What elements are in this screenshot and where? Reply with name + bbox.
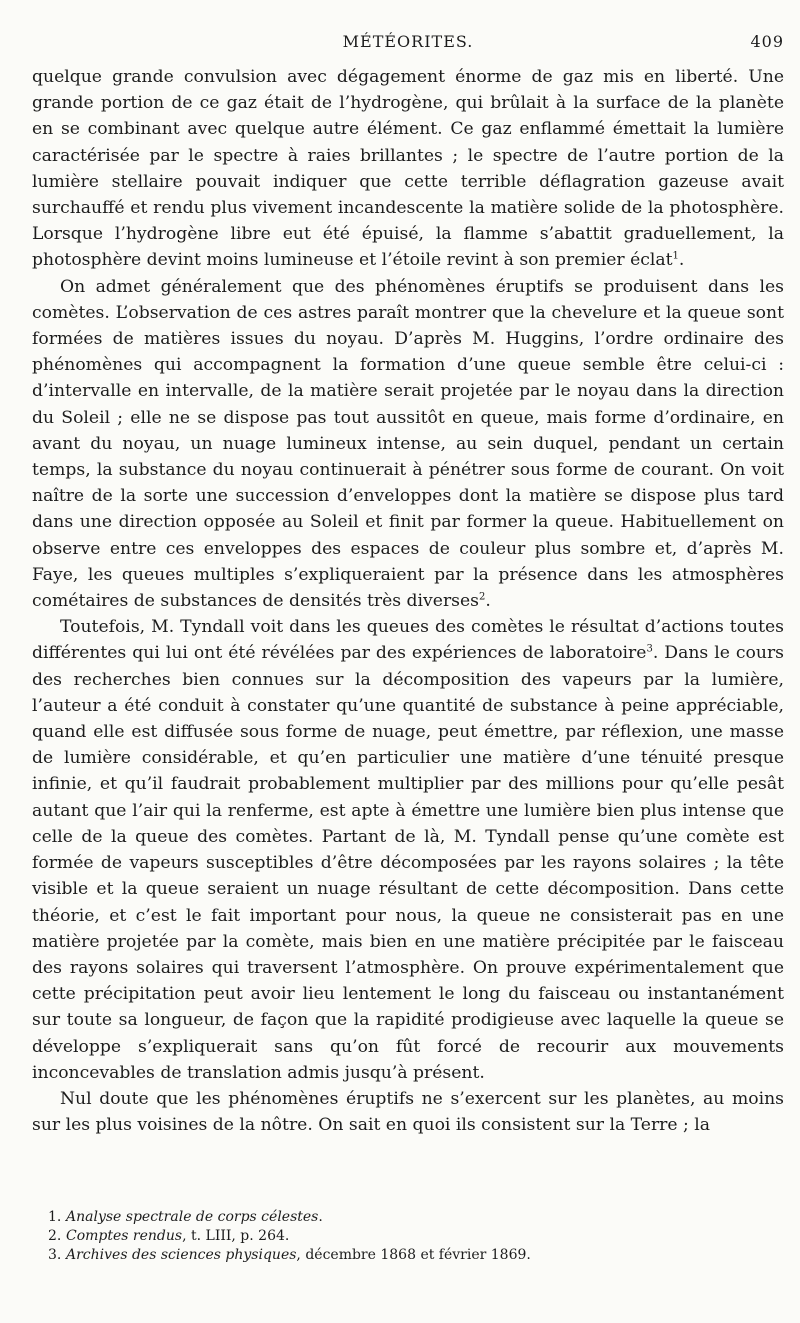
paragraph-2 xyxy=(32,274,784,615)
footnote-number: 1. xyxy=(48,1209,62,1225)
body-text xyxy=(32,64,784,1138)
footnotes xyxy=(48,1208,531,1265)
page xyxy=(32,28,784,1138)
footnote-rest: , décembre 1868 et février 1869. xyxy=(296,1247,531,1263)
paragraph-text: quelque grande convulsion avec dégagement énorme de gaz mis en liberté. Une grande portion de ce gaz était de l’hydrogène, qui brûlait à la surface de la planète en se combinant avec quelque autre élément. Ce gaz enflammé émettait la lumière caractérisée par le spectre à raies brillantes ; le spectre de l’autre portion de la lumière stellaire pouvait indiquer que cette terrible déflagration gazeuse avait surchauffé et rendu plus vivement incandescente la matière solide de la photosphère. Lorsque l’hydrogène libre eut été épuisé, la flamme s’abattit graduellement, la photosphère devint moins lumineuse et l’étoile revint à son premier éclat xyxy=(32,67,784,271)
paragraph-end: . xyxy=(678,250,685,271)
footnote-1 xyxy=(48,1208,531,1227)
footnote-2 xyxy=(48,1227,531,1246)
footnote-ref-3: 3 xyxy=(646,643,653,655)
footnote-number: 3. xyxy=(48,1247,62,1263)
paragraph-3 xyxy=(32,614,784,1086)
paragraph-text: Nul doute que les phénomènes éruptifs ne s’exercent sur les planètes, au moins sur les plus voisines de la nôtre. On sait en quoi ils consistent sur la Terre ; la xyxy=(32,1088,784,1136)
footnote-title: Archives des sciences physiques xyxy=(66,1247,297,1263)
paragraph-text: On admet généralement que des phénomènes éruptifs se produisent dans les comètes. L’observation de ces astres paraît montrer que la chevelure et la queue sont formées de matières issues du noyau. D’après M. Huggins, l’ordre ordinaire des phénomènes qui accompagnent la formation d’une queue semble être celui-ci : d’intervalle en intervalle, de la matière serait projetée par le noyau dans la direction du Soleil ; elle ne se dispose pas tout aussitôt en queue, mais forme d’ordinaire, en avant du noyau, un nuage lumineux intense, au sein duquel, pendant un certain temps, la substance du noyau continuerait à pénétrer sous forme de courant. On voit naître de la sorte une succession d’enveloppes dont la matière se dispose plus tard dans une direction opposée au Soleil et finit par former la queue. Habituellement on observe entre ces enveloppes des espaces de couleur plus sombre et, d’après M. Faye, les queues multiples s’expliqueraient par la présence dans les atmosphères cométaires de substances de densités très diverses xyxy=(32,276,784,612)
paragraph-4 xyxy=(32,1086,784,1138)
page-number: 409 xyxy=(750,32,784,51)
footnote-ref-2: 2 xyxy=(478,591,486,603)
footnote-number: 2. xyxy=(48,1228,62,1244)
paragraph-1 xyxy=(32,64,784,274)
footnote-rest: , t. LIII, p. 264. xyxy=(182,1228,290,1244)
footnote-title: Analyse spectrale de corps célestes xyxy=(66,1209,319,1225)
paragraph-end: . Dans le cours des recherches bien connues sur la décomposition des vapeurs par la lumière, l’auteur a été conduit à constater qu’une quantité de substance à peine appréciable, quand elle est diffusée sous forme de nuage, peut émettre, par réflexion, une masse de lumière considérable, et qu’en particulier une matière d’une ténuité presque infinie, et qu’il faudrait probablement multiplier par des millions pour qu’elle pesât autant que l’air qui la renferme, est apte à émettre une lumière bien plus intense que celle de la queue des comètes. Partant de là, M. Tyndall pense qu’une comète est formée de vapeurs susceptibles d’être décomposées par les rayons solaires ; la tête visible et la queue seraient un nuage résultant de cette décomposition. Dans cette théorie, et c’est le fait important pour nous, la queue ne consisterait pas en une matière projetée par la comète, mais bien en une matière précipitée par le faisceau des rayons solaires qui traversent l’atmosphère. On prouve expérimentalement que cette précipitation peut avoir lieu lentement le long du faisceau ou instantanément sur toute sa longueur, de façon que la rapidité prodigieuse avec laquelle la queue se développe s’expliquerait sans qu’on fût forcé de recourir aux mouvements inconcevables de translation admis jusqu’à présent. xyxy=(32,643,784,1083)
running-header xyxy=(32,28,784,64)
running-title: MÉTÉORITES. xyxy=(342,32,474,51)
footnote-3 xyxy=(48,1246,531,1265)
paragraph-end: . xyxy=(485,591,491,612)
footnote-rest: . xyxy=(318,1209,323,1225)
footnote-ref-1: 1 xyxy=(672,250,679,262)
paragraph-text: Toutefois, M. Tyndall voit dans les queues des comètes le résultat d’actions toutes différentes qui lui ont été révélées par des expériences de laboratoire xyxy=(32,617,784,664)
footnote-title: Comptes rendus xyxy=(66,1228,183,1244)
